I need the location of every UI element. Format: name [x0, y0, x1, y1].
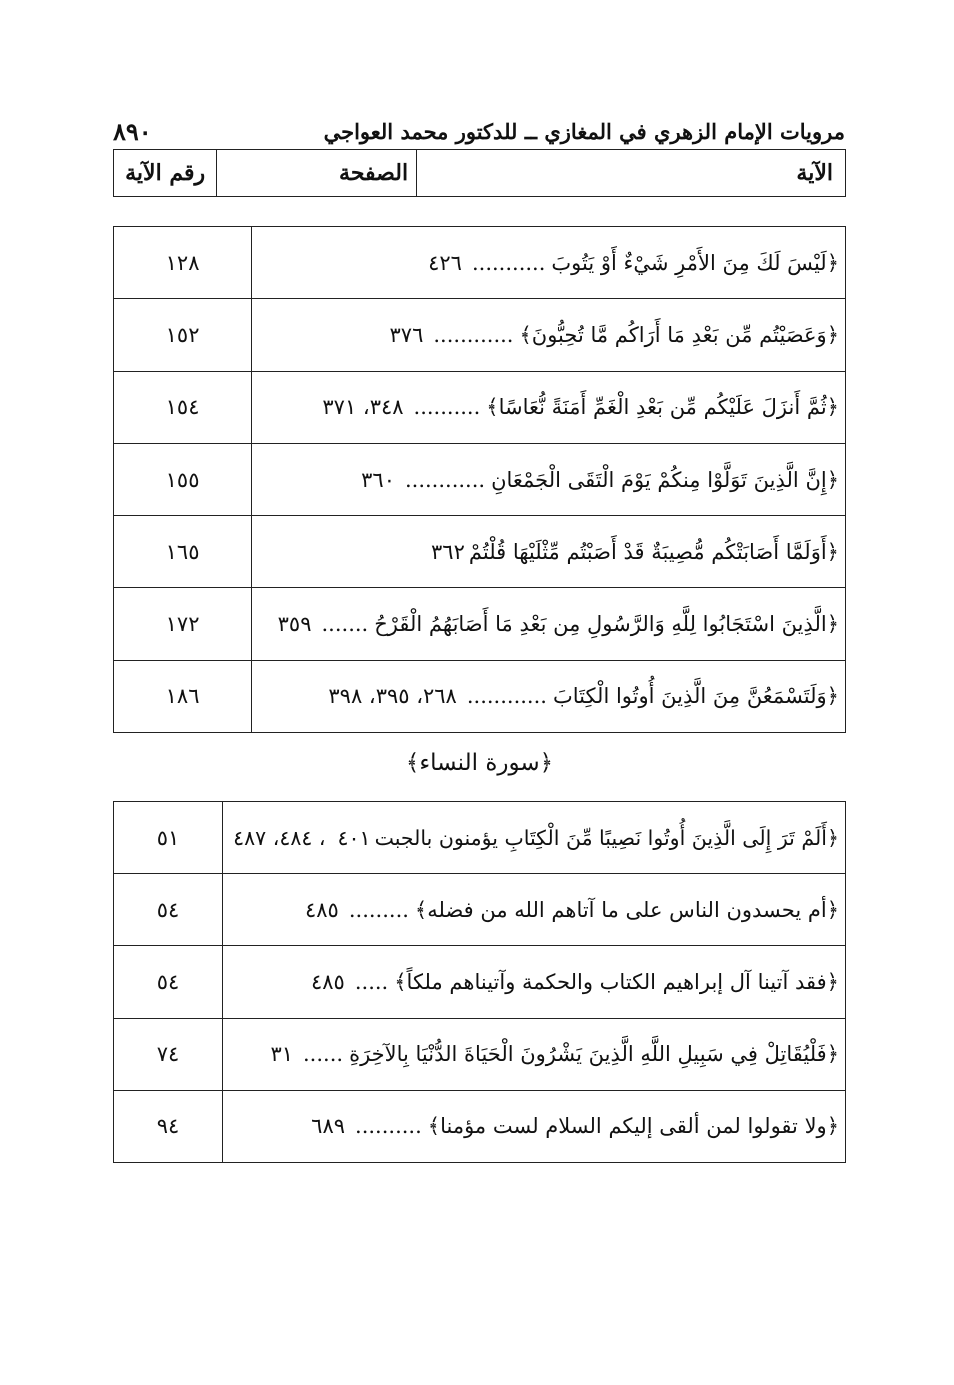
table-row [114, 443, 846, 515]
table-row [114, 874, 846, 946]
ayah-number: ١٥٤ [114, 371, 252, 443]
table-row [114, 946, 846, 1018]
table-row [114, 516, 846, 588]
ayah-cell [223, 874, 846, 946]
table-row [114, 660, 846, 732]
leader-dots: ........... [471, 250, 546, 275]
ayah-number: ١٥٢ [114, 299, 252, 371]
page-number: ٨٩٠ [113, 116, 152, 146]
page-refs: ٣٧٦ [389, 322, 424, 347]
ayah-number: ٩٤ [114, 1090, 223, 1162]
ali-imran-table [113, 226, 846, 733]
leader-dots: ............ [466, 684, 547, 709]
leader-dots [419, 540, 431, 564]
page-refs: ٤٠١، ٤٨٤، ٤٨٧ [233, 825, 371, 850]
page-refs: ٣٦٢ [431, 539, 465, 564]
leader-dots: .......... [413, 395, 481, 420]
column-header-table [113, 149, 846, 197]
ayah-number: ٥٤ [114, 874, 223, 946]
ayah-text: ﴿ثُمَّ أَنزَلَ عَلَيْكُم مِّن بَعْدِ الْغَمِّ أَمَنَةً نُّعَاسًا﴾ [486, 395, 839, 420]
leader-dots: ............ [433, 322, 514, 347]
table-row [114, 1090, 846, 1162]
table-row [114, 371, 846, 443]
table-row [114, 227, 846, 299]
leader-dots: ....... [321, 612, 369, 637]
ayah-cell [252, 588, 846, 660]
ayah-number: ٧٤ [114, 1018, 223, 1090]
leader-dots: ...... [303, 1042, 344, 1067]
leader-dots: ............ [404, 467, 486, 492]
surah-title: ﴿سورة النساء﴾ [405, 750, 554, 776]
ayah-text: ﴿لَيْسَ لَكَ مِنَ الأَمْرِ شَيْءٌ أَوْ يَتُوبَ [551, 250, 839, 275]
ayah-cell [252, 660, 846, 732]
leader-dots: .......... [355, 1114, 422, 1139]
page-refs: ٣١ [270, 1042, 293, 1067]
ayah-number: ١٦٥ [114, 516, 252, 588]
ayah-text: ﴿فقد آتينا آل إبراهيم الكتاب والحكمة وآتيناهم ملكاً﴾ [394, 969, 839, 994]
ayah-text: ﴿أَلَمْ تَرَ إِلَى الَّذِينَ أُوتُوا نَصِيبًا مِّنَ الْكِتَابِ يؤمنون بالجبت [374, 825, 839, 850]
page-refs: ٤٨٥ [305, 897, 339, 922]
table-row [114, 299, 846, 371]
column-header-row [114, 150, 846, 197]
page-refs: ٦٨٩ [311, 1114, 346, 1139]
an-nisa-table [113, 801, 846, 1163]
ayah-cell [252, 516, 846, 588]
ayah-number: ٥١ [114, 802, 223, 874]
ayah-text: ﴿فَلْيُقَاتِلْ فِي سَبِيلِ اللَّهِ الَّذِينَ يَشْرُونَ الْحَيَاةَ الدُّنْيَا بِالآخِرَةِ [349, 1042, 839, 1067]
ayah-text: ﴿الَّذِينَ اسْتَجَابُوا لِلَّهِ وَالرَّسُولِ مِن بَعْدِ مَا أَصَابَهُمُ الْقَرْحُ [374, 612, 839, 637]
page-refs: ٣٥٩ [277, 612, 312, 637]
table-row [114, 588, 846, 660]
leader-dots [326, 826, 338, 850]
page-refs: ٣٤٨، ٣٧١ [322, 395, 404, 420]
page-refs: ٣٦٠ [361, 467, 395, 492]
ayah-number: ١٥٥ [114, 443, 252, 515]
ayah-text: ﴿وَعَصَيْتُم مِّن بَعْدِ مَا أَرَاكُم مَّا تُحِبُّونَ﴾ [519, 322, 839, 347]
ayah-cell [223, 1018, 846, 1090]
ayah-cell [223, 1090, 846, 1162]
ayah-number: ٥٤ [114, 946, 223, 1018]
ayah-text: ﴿أم يحسدون الناس على ما آتاهم الله من فضله﴾ [414, 897, 839, 922]
ayah-text: ﴿ولا تقولوا لمن ألقى إليكم السلام لست مؤمنا﴾ [427, 1114, 839, 1139]
ayah-cell [252, 371, 846, 443]
ayah-text: ﴿وَلَتَسْمَعُنَّ مِنَ الَّذِينَ أُوتُوا الْكِتَابَ [552, 684, 839, 709]
page-refs: ٤٢٦ [428, 250, 462, 275]
ayah-cell [252, 299, 846, 371]
ayah-text: ﴿إِنَّ الَّذِينَ تَوَلَّوْا مِنكُمْ يَوْمَ الْتَقَى الْجَمْعَانِ [491, 467, 839, 492]
table-row [114, 802, 846, 874]
table-row [114, 1018, 846, 1090]
running-header [113, 113, 845, 149]
ayah-number: ١٢٨ [114, 227, 252, 299]
leader-dots: ......... [348, 897, 409, 922]
ayah-cell [252, 227, 846, 299]
column-page: الصفحة [217, 150, 417, 197]
ayah-text: ﴿أَوَلَمَّا أَصَابَتْكُم مُّصِيبَةٌ قَدْ أَصَبْتُم مِّثْلَيْهَا قُلْتُمْ [468, 539, 839, 564]
ayah-cell [223, 946, 846, 1018]
page-refs: ٢٦٨، ٣٩٥، ٣٩٨ [328, 684, 457, 709]
page-refs: ٤٨٥ [311, 969, 345, 994]
column-ayah: الآية [417, 150, 846, 197]
ayah-cell [252, 443, 846, 515]
ayah-number: ١٨٦ [114, 660, 252, 732]
column-ayah-number: رقم الآية [114, 150, 217, 197]
ayah-number: ١٧٢ [114, 588, 252, 660]
book-title: مرويات الإمام الزهري في المغازي ــ للدكتور محمد العواجي [323, 118, 845, 144]
ayah-cell [223, 802, 846, 874]
leader-dots: ..... [354, 969, 389, 994]
